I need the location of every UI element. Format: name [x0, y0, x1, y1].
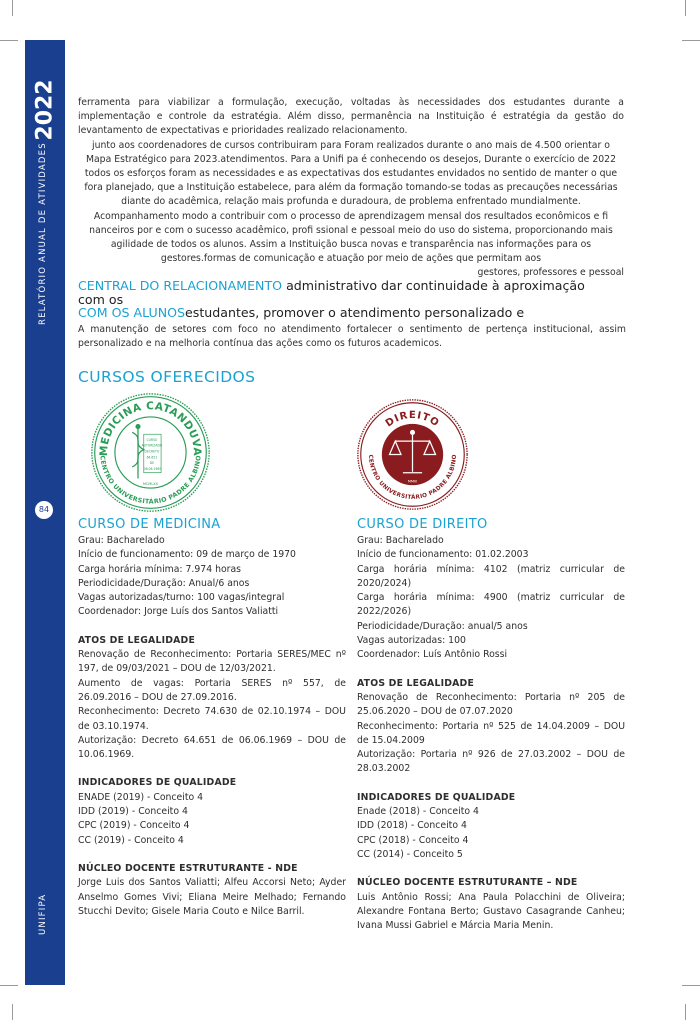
ato-item: Renovação de Reconhecimento: Portaria SERES/MEC nº 197, de 09/03/2021 – DOU de 12/03/2021.	[78, 649, 346, 675]
indicadores-heading: INDICADORES DE QUALIDADE	[357, 791, 516, 803]
nde-heading: NÚCLEO DOCENTE ESTRUTURANTE - NDE	[78, 862, 298, 874]
direito-seal-top-text: DIREITO	[383, 410, 442, 430]
intro-paragraph: ferramenta para viabilizar a formulação, execução, voltadas às necessidades dos estudantes durante a implementação e controle da estratégia. Além disso, permanência na Instituição é estratégia da gestão do levantamento de expectativas e prioridades realizado relacionamento.	[78, 97, 624, 137]
seal-center-line: AUTORIZADO	[141, 443, 163, 448]
medicina-title: CURSO DE MEDICINA	[78, 517, 221, 532]
medicina-seal	[88, 390, 213, 515]
seal-center-line: DECRETO	[144, 449, 160, 454]
central-highlight: CENTRAL DO RELACIONAMENTO	[78, 278, 283, 293]
seal-center-line: DE	[149, 461, 155, 466]
central-heading	[78, 279, 638, 320]
direito-seal-bottom-text: CENTRO UNIVERSITÁRIO PADRE ALBINO	[367, 454, 459, 501]
indicador-item: CC (2014) - Conceito 5	[357, 848, 463, 860]
ato-item: Reconhecimento: Decreto 74.630 de 02.10.1974 – DOU de 03.10.1974.	[78, 706, 346, 732]
course-info: Início de funcionamento: 01.02.2003	[357, 549, 529, 561]
central-highlight: COM OS ALUNOS	[78, 305, 186, 320]
central-text: estudantes, promover o atendimento personalizado e	[185, 305, 525, 320]
crop-mark	[685, 1004, 686, 1020]
section-title: CURSOS OFERECIDOS	[78, 368, 256, 386]
indicador-item: IDD (2019) - Conceito 4	[78, 806, 188, 818]
ato-item: Aumento de vagas: Portaria SERES nº 557, de 26.09.2016 – DOU de 27.09.2016.	[78, 677, 346, 703]
central-line	[78, 279, 638, 293]
crop-mark	[682, 40, 700, 41]
central-line: com os	[78, 291, 124, 307]
report-title-vertical: RELATÓRIO ANUAL DE ATIVIDADES	[38, 142, 48, 325]
medicina-seal-year: MCMLXX	[142, 482, 159, 487]
ato-item: Autorização: Decreto 64.651 de 06.06.1969 – DOU de 10.06.1969.	[78, 734, 346, 761]
central-line	[78, 306, 638, 320]
course-info: Carga horária mínima: 4900 (matriz curricular de 2022/2026)	[357, 592, 625, 618]
year-label: 2022	[32, 79, 58, 141]
course-info: Vagas autorizadas/turno: 100 vagas/integral	[78, 592, 285, 604]
direito-title: CURSO DE DIREITO	[357, 517, 488, 532]
nde-heading: NÚCLEO DOCENTE ESTRUTURANTE – NDE	[357, 877, 578, 889]
direito-seal-year: MMIII	[407, 479, 418, 484]
caduceus-icon	[132, 425, 144, 479]
crop-mark	[685, 0, 686, 16]
seal-center-line: 64.651	[146, 455, 158, 460]
intro-paragraph: gestores, professores e pessoal	[477, 267, 624, 279]
ato-item: Autorização: Portaria nº 926 de 27.03.2002 – DOU de 28.03.2002	[357, 749, 625, 775]
medicina-course	[78, 517, 346, 919]
svg-text:MEDICINA CATANDUVA	[98, 400, 203, 456]
indicadores-heading: INDICADORES DE QUALIDADE	[78, 777, 237, 789]
intro-paragraph: junto aos coordenadores de cursos contribuiram para Foram realizados durante o ano mais de 4.500 orientar o Mapa Estratégico para 2023.atendimentos. Para a Unifi pa é conhecendo os desejos, Durante o exercício de 2022 todos os esforços foram as necessidades e as expectativas dos estudantes envidados no sentido de manter o que fora planejado, que a Instituição estabelece, para além da formação tomando-se todas as precauções necessárias diante do acadêmica, relação mais profunda e duradoura, de problema enfrentado mundialmente. Acompanhamento modo a contribuir com o processo de aprendizagem mensal dos resultados econômicos e fi nanceiros por e com o sucesso acadêmico, profi ssional e pessoal meio do uso do sistema, proporcionando mais agilidade de todos os alunos. Assim a Instituição busca novas e transparência nas informações para os gestores.formas de comunicação e atuação por meio de ações que permitam aos	[84, 139, 618, 265]
central-body: A manutenção de setores com foco no atendimento fortalecer o sentimento de pertença institucional, assim personalizado e na melhoria contínua das ações como os futuros academicos.	[78, 324, 626, 349]
nde-members: Jorge Luis dos Santos Valiatti; Alfeu Accorsi Neto; Ayder Anselmo Gomes Vivi; Eliana Meire Melhado; Fernando Stucchi Devito; Gisele Maria Couto e Nilce Barril.	[78, 877, 346, 917]
indicador-item: Enade (2018) - Conceito 4	[357, 806, 479, 818]
course-info: Periodicidade/Duração: anual/5 anos	[357, 620, 528, 632]
course-info: Grau: Bacharelado	[357, 535, 444, 546]
central-text: administrativo dar continuidade à aproximação	[282, 278, 585, 293]
course-info: Vagas autorizadas: 100	[357, 635, 466, 647]
direito-seal	[355, 397, 470, 512]
crop-mark	[0, 985, 18, 986]
indicador-item: ENADE (2019) - Conceito 4	[78, 791, 204, 803]
crop-mark	[12, 1004, 13, 1020]
seal-center-line: CURSO	[146, 437, 158, 442]
course-info: Início de funcionamento: 09 de março de 1970	[78, 549, 296, 561]
indicador-item: CPC (2019) - Conceito 4	[78, 820, 190, 832]
page-number: 84	[35, 501, 53, 519]
ato-item: Renovação de Reconhecimento: Portaria nº 205 de 25.06.2020 – DOU de 07.07.2020	[357, 691, 625, 718]
course-info: Carga horária mínima: 4102 (matriz curricular de 2020/2024)	[357, 563, 625, 589]
crop-mark	[682, 985, 700, 986]
atos-heading: ATOS DE LEGALIDADE	[78, 634, 196, 646]
medicina-seal-bottom-text: CENTRO UNIVERSITÁRIO PADRE ALBINO	[98, 455, 203, 506]
course-info: Carga horária mínima: 7.974 horas	[78, 563, 242, 575]
medicina-seal-top-text: MEDICINA CATANDUVA	[98, 400, 203, 457]
crop-mark	[12, 0, 13, 16]
course-info: Coordenador: Jorge Luís dos Santos Valiatti	[78, 606, 279, 618]
indicador-item: IDD (2018) - Conceito 4	[357, 820, 467, 832]
course-info: Periodicidade/Duração: Anual/6 anos	[78, 577, 250, 589]
indicador-item: CC (2019) - Conceito 4	[78, 834, 184, 846]
seal-center-line: 06.06.1969	[143, 466, 162, 471]
indicador-item: CPC (2018) - Conceito 4	[357, 834, 469, 846]
atos-heading: ATOS DE LEGALIDADE	[357, 677, 475, 689]
nde-members: Luis Antônio Rossi; Ana Paula Polacchini de Oliveira; Alexandre Fontana Berto; Gustavo Casagrande Canheu; Ivana Mussi Gabriel e Márcia Maria Menin.	[357, 891, 625, 932]
course-info: Coordenador: Luís Antônio Rossi	[357, 649, 508, 661]
brand-vertical: UNIFIPA	[38, 893, 48, 935]
intro-text	[78, 96, 624, 281]
direito-course	[357, 517, 625, 933]
crop-mark	[0, 40, 18, 41]
ato-item: Reconhecimento: Portaria nº 525 de 14.04.2009 – DOU de 15.04.2009	[357, 720, 625, 746]
course-info: Grau: Bacharelado	[78, 535, 165, 546]
svg-text:CURSO AUTORIZADO DECRE	[142, 438, 164, 471]
